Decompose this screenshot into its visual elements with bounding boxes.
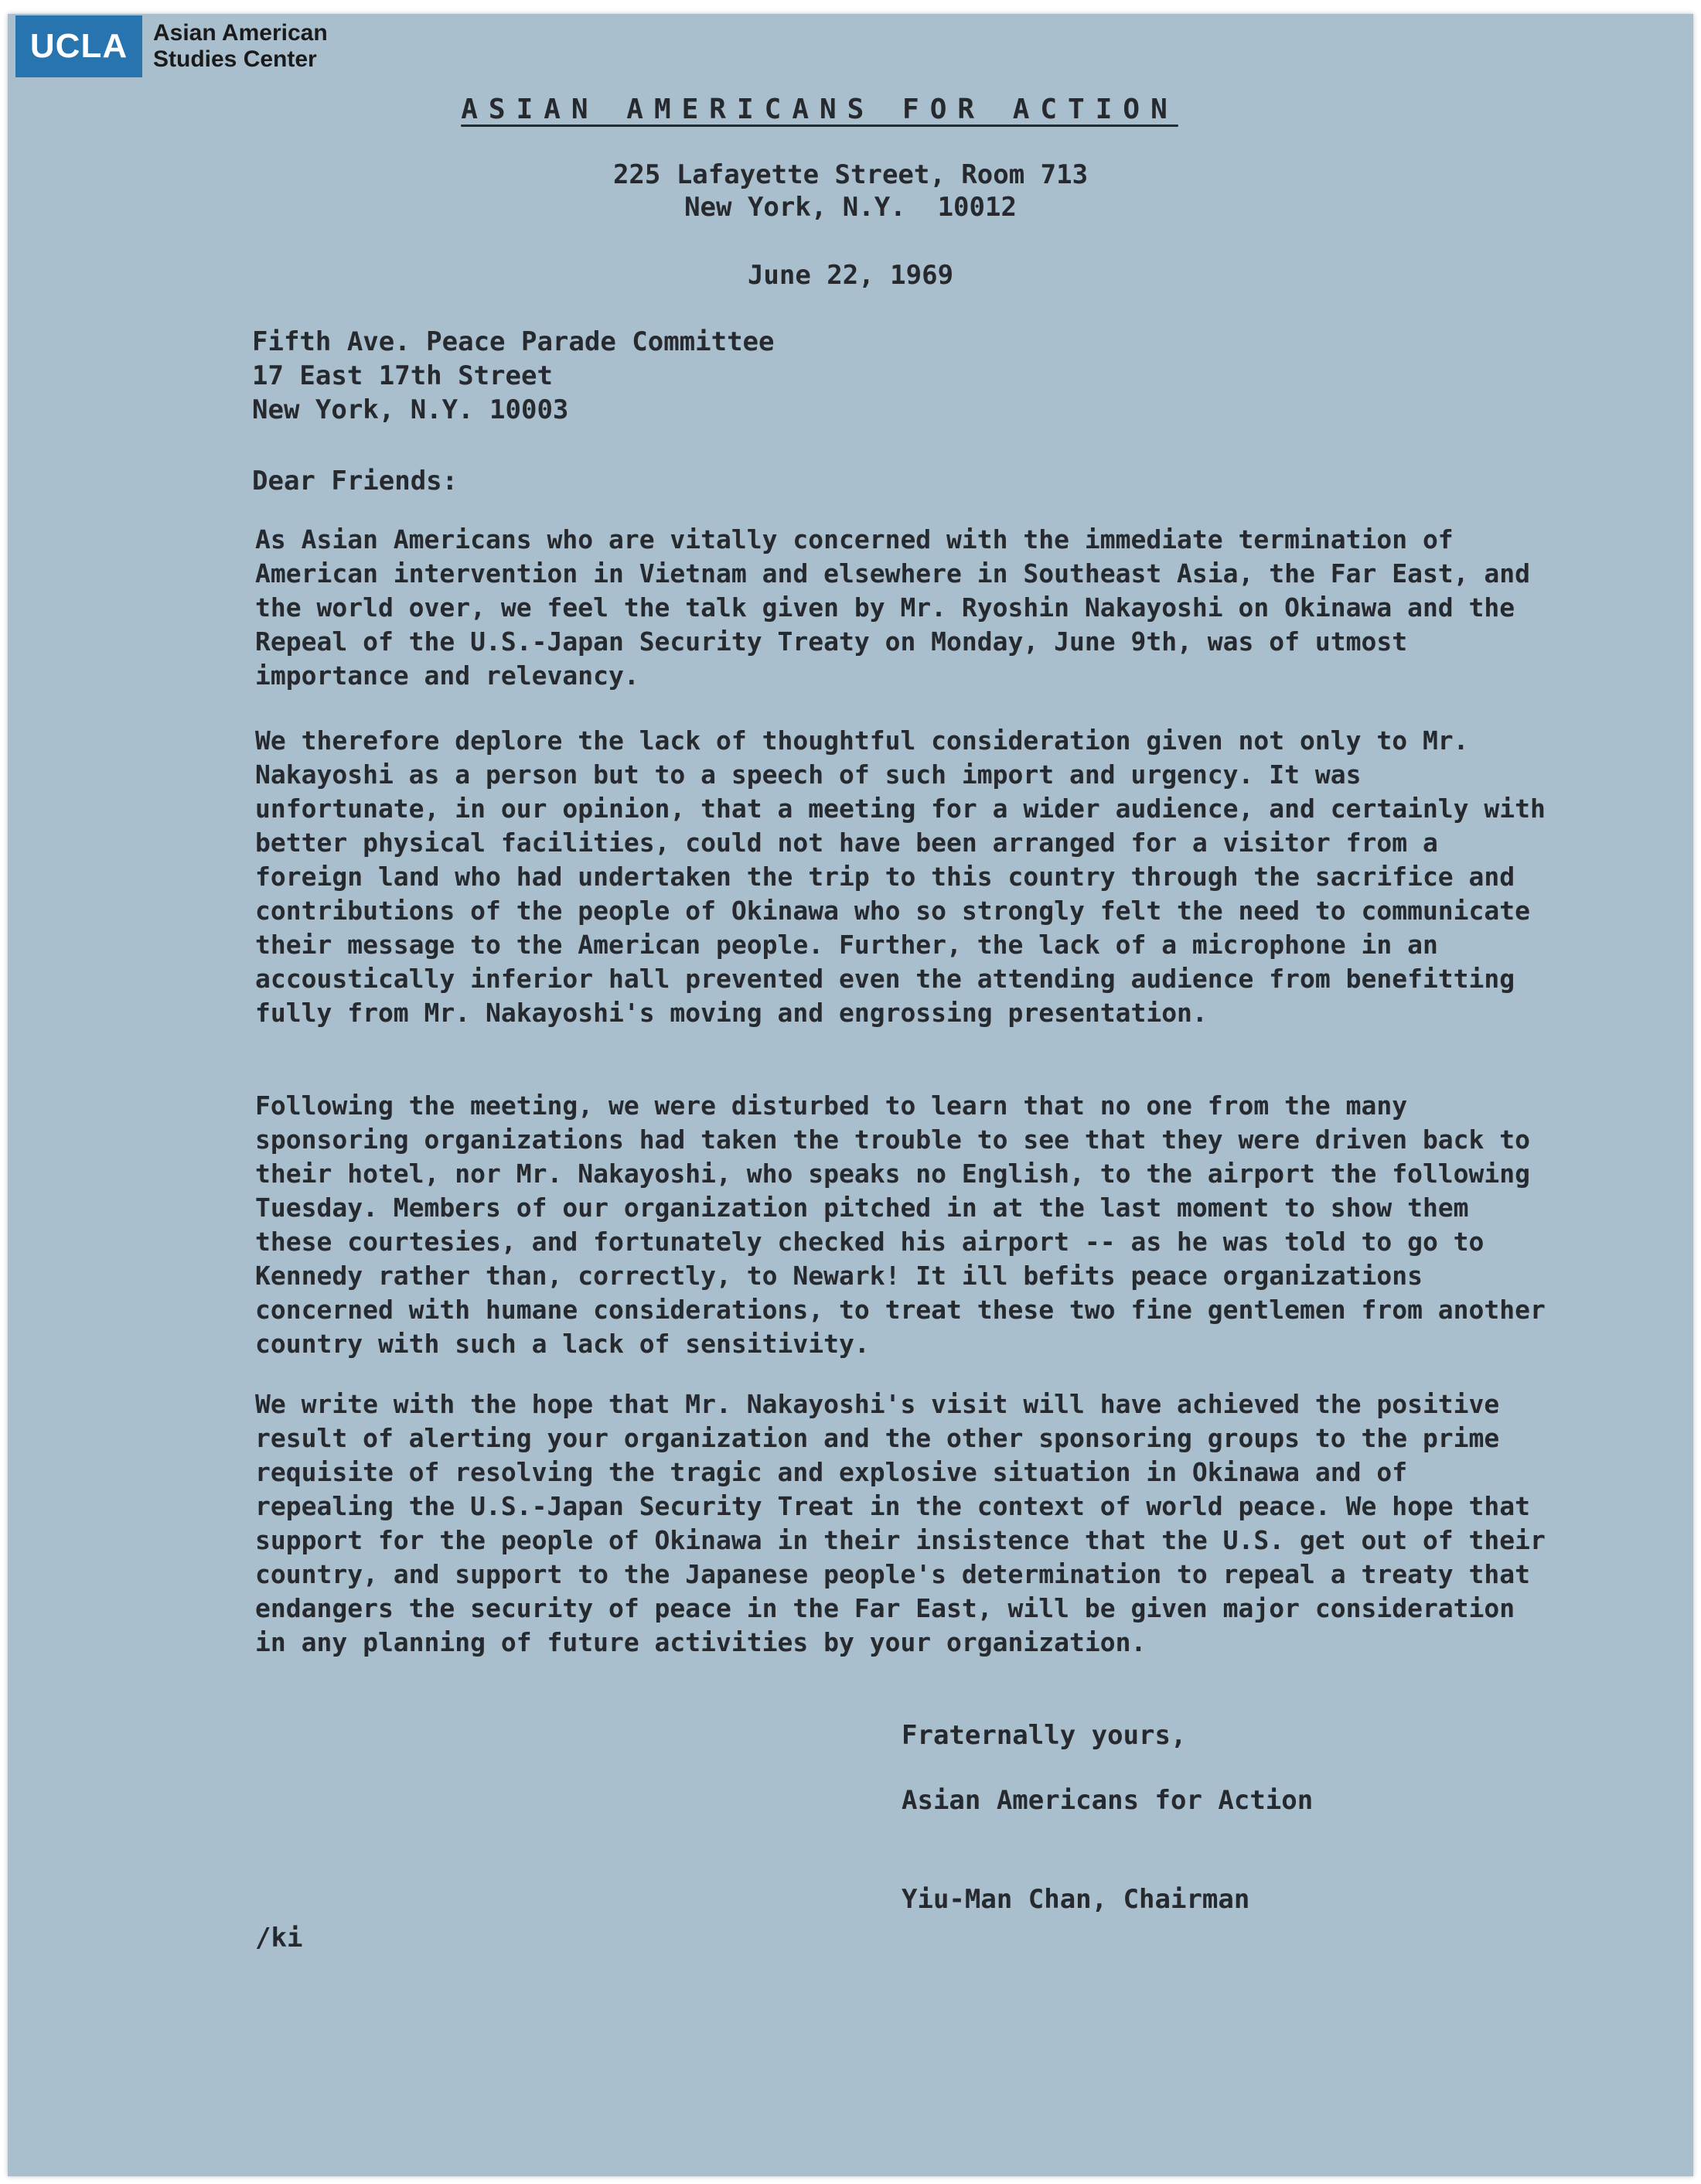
recipient-street: 17 East 17th Street [252,360,553,391]
recipient-name: Fifth Ave. Peace Parade Committee [252,326,775,357]
closing: Fraternally yours, [902,1720,1187,1751]
salutation: Dear Friends: [252,466,458,497]
ucla-badge: UCLA [15,15,142,77]
signer-organization: Asian Americans for Action [902,1785,1314,1816]
logo-center-name [153,20,328,73]
letterhead-address-line-1: 225 Lafayette Street, Room 713 [612,159,1089,190]
signature-line: Yiu-Man Chan, Chairman [902,1884,1250,1915]
body-paragraph-2: We therefore deplore the lack of thoughtful consideration given not only to Mr. Nakayoshi as a person but to a speech of such import and urgency. It was unfortunate, in our opinion, that a meeting for a wider audience, and certainly with better physical facilities, could not have been arranged for a visitor from a foreign land who had undertaken the trip to this country through the sacrifice and contributions of the people of Okinawa who so strongly felt the need to communicate their message to the American people. Further, the lack of a microphone in an accoustically inferior hall prevented even the attending audience from benefitting fully from Mr. Nakayoshi's moving and engrossing presentation. [255,725,1546,1028]
ucla-aasc-logo [15,15,328,77]
organization-heading: ASIAN AMERICANS FOR ACTION [461,94,1178,125]
letterhead-address-line-2: New York, N.Y. 10012 [684,192,1017,223]
letter-date: June 22, 1969 [747,260,954,291]
recipient-block [252,325,775,427]
body-paragraph-4: We write with the hope that Mr. Nakayoshi's visit will have achieved the positive result of alerting your organization and the other sponsoring groups to the prime requisite of resolving the tragic and explosive situation in Okinawa and of repealing the U.S.-Japan Security Treat in the context of world peace. We hope that support for the people of Okinawa in their insistence that the U.S. get out of their country, and support to the Japanese people's determination to repeal a treaty that endangers the security of peace in the Far East, will be given major consideration in any planning of future activities by your organization. [255,1389,1546,1657]
logo-line-2: Studies Center [153,46,317,72]
typist-initials: /ki [255,1923,303,1954]
logo-line-1: Asian American [153,20,328,46]
body-paragraph-1: As Asian Americans who are vitally concerned with the immediate termination of American intervention in Vietnam and elsewhere in Southeast Asia, the Far East, and the world over, we feel the talk given by Mr. Ryoshin Nakayoshi on Okinawa and the Repeal of the U.S.-Japan Security Treaty on Monday, June 9th, was of utmost importance and relevancy. [255,524,1531,691]
body-paragraph-3: Following the meeting, we were disturbed to learn that no one from the many sponsoring organizations had taken the trouble to see that they were driven back to their hotel, nor Mr. Nakayoshi, who speaks no English, to the airport the following Tuesday. Members of our organization pitched in at the last moment to show them these courtesies, and fortunately checked his airport -- as he was told to go to Kennedy rather than, correctly, to Newark! It ill befits peace organizations concerned with humane considerations, to treat these two fine gentlemen from another country with such a lack of sensitivity. [255,1090,1546,1359]
recipient-city: New York, N.Y. 10003 [252,394,569,425]
